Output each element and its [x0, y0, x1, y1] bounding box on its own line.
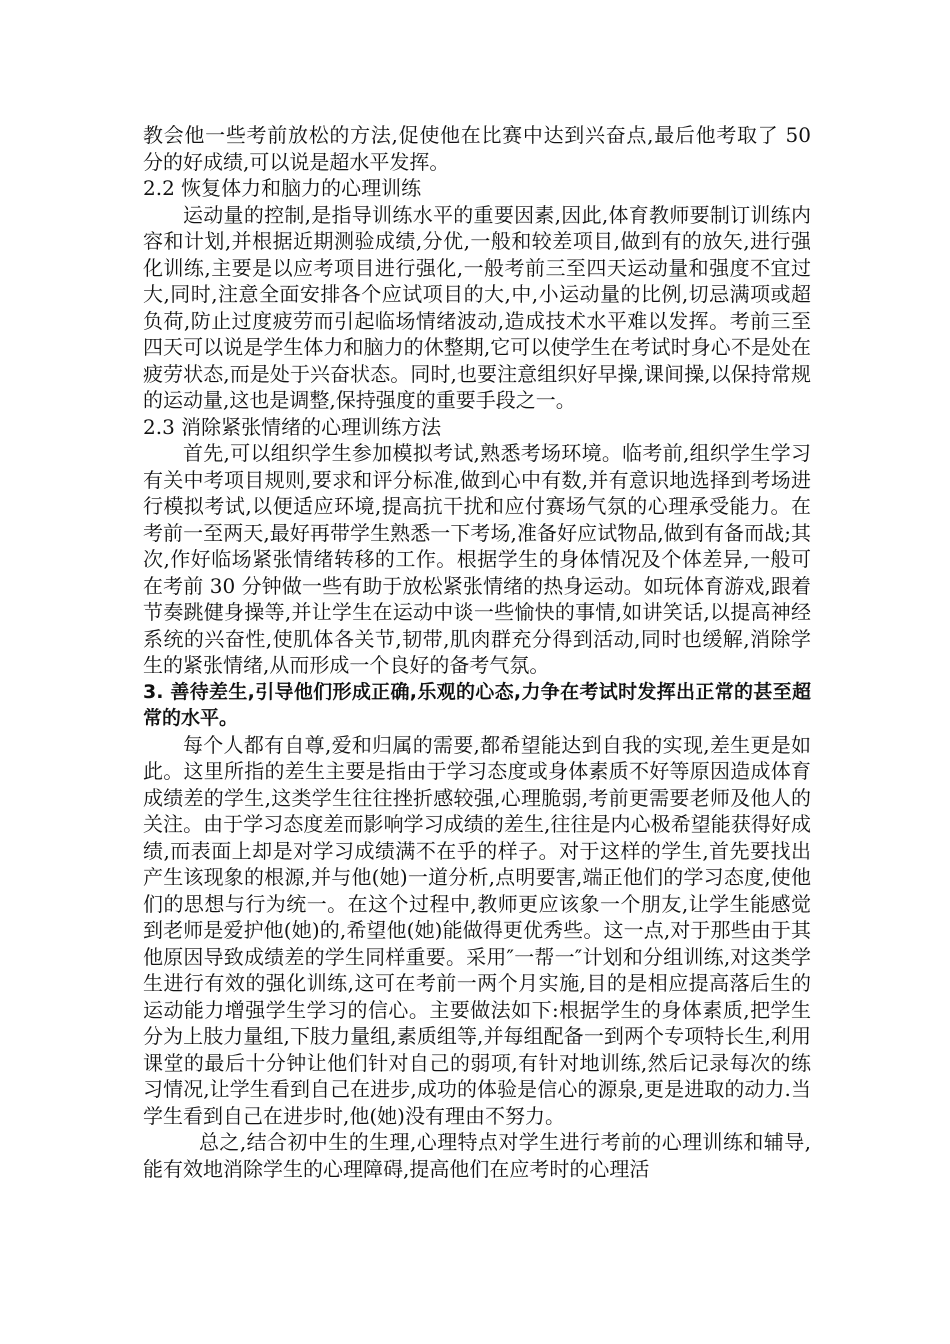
paragraph-conclusion: 总之,结合初中生的生理,心理特点对学生进行考前的心理训练和辅导,能有效地消除学生的心理障碍,提高他们在应考时的心理活 — [143, 1130, 811, 1181]
paragraph-continued: 教会他一些考前放松的方法,促使他在比赛中达到兴奋点,最后他考取了 50 分的好成绩,可以说是超水平发挥。 — [143, 123, 811, 174]
section-heading-3: 3. 善待差生,引导他们形成正确,乐观的心态,力争在考试时发挥出正常的甚至超常的水平。 — [143, 680, 811, 729]
paragraph-training-load: 运动量的控制,是指导训练水平的重要因素,因此,体育教师要制订训练内容和计划,并根据近期测验成绩,分优,一般和较差项目,做到有的放矢,进行强化训练,主要是以应考项目进行强化,一般考前三至四天运动量和强度不宜过大,同时,注意全面安排各个应试项目的大,中,小运动量的比例,切忌满项或超负荷,防止过度疲劳而引起临场情绪波动,造成技术水平难以发挥。考前三至四天可以说是学生体力和脑力的休整期,它可以使学生在考试时身心不是处在疲劳状态,而是处于兴奋状态。同时,也要注意组织好早操,课间操,以保持常规的运动量,这也是调整,保持强度的重要手段之一。 — [143, 202, 811, 412]
paragraph-anxiety-relief: 首先,可以组织学生参加模拟考试,熟悉考场环境。临考前,组织学生学习有关中考项目规则,要求和评分标准,做到心中有数,并有意识地选择到考场进行模拟考试,以便适应环境,提高抗干扰和应付赛场气氛的心理承受能力。在考前一至两天,最好再带学生熟悉一下考场,准备好应试物品,做到有备而战;其次,作好临场紧张情绪转移的工作。根据学生的身体情况及个体差异,一般可在考前 30 分钟做一些有助于放松紧张情绪的热身运动。如玩体育游戏,跟着节奏跳健身操等,并让学生在运动中谈一些愉快的事情,如讲笑话,以提高神经系统的兴奋性,使肌体各关节,韧带,肌肉群充分得到活动,同时也缓解,消除学生的紧张情绪,从而形成一个良好的备考气氛。 — [143, 441, 811, 677]
document-body — [143, 122, 811, 1182]
section-heading-2-2: 2.2 恢复体力和脑力的心理训练 — [143, 176, 422, 200]
paragraph-weak-students: 每个人都有自尊,爱和归属的需要,都希望能达到自我的实现,差生更是如此。这里所指的差生主要是指由于学习态度或身体素质不好等原因造成体育成绩差的学生,这类学生往往挫折感较强,心理脆弱,考前更需要老师及他人的关注。由于学习态度差而影响学习成绩的差生,往往是内心极希望能获得好成绩,而表面上却是对学习成绩满不在乎的样子。对于这样的学生,首先要找出产生该现象的根源,并与他(她)一道分析,点明要害,端正他们的学习态度,使他们的思想与行为统一。在这个过程中,教师更应该象一个朋友,让学生能感觉到老师是爱护他(她)的,希望他(她)能做得更优秀些。这一点,对于那些由于其他原因导致成绩差的学生同样重要。采用″一帮一″计划和分组训练,对这类学生进行有效的强化训练,这可在考前一两个月实施,目的是相应提高落后生的运动能力增强学生学习的信心。主要做法如下:根据学生的身体素质,把学生分为上肢力量组,下肢力量组,素质组等,并每组配备一到两个专项特长生,利用课堂的最后十分钟让他们针对自己的弱项,有针对地训练,然后记录每次的练习情况,让学生看到自己在进步,成功的体验是信心的源泉,更是进取的动力.当学生看到自己在进步时,他(她)没有理由不努力。 — [143, 732, 811, 1128]
section-heading-2-3: 2.3 消除紧张情绪的心理训练方法 — [143, 414, 442, 439]
